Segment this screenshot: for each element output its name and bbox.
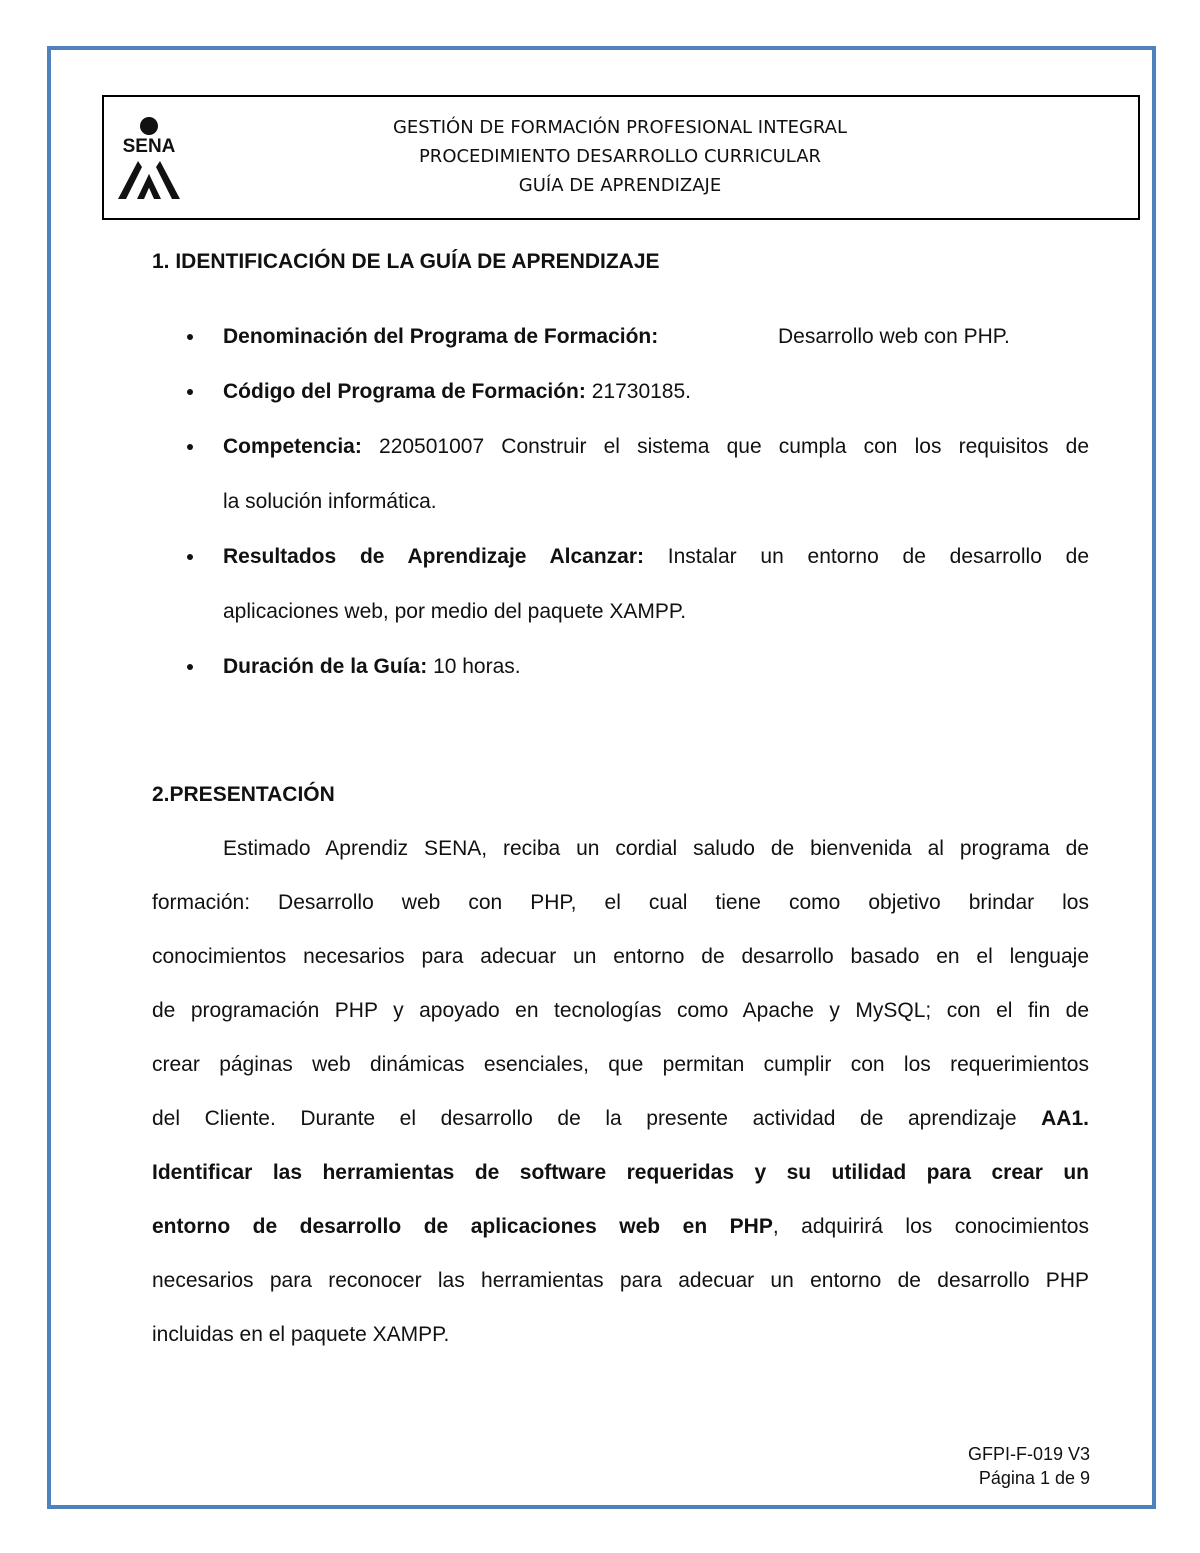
bullet-dot [187,334,193,340]
bullet-dot [187,554,193,560]
learning-results-label: Resultados de Aprendizaje Alcanzar: [223,545,644,568]
page-footer [968,1442,1090,1490]
page-number: Página 1 de 9 [978,1468,1090,1488]
duration-label: Duración de la Guía: [223,655,428,678]
competency-value: 220501007 Construir el sistema que cumpla con los requisitos de [379,435,1089,458]
paragraph-line [152,1214,1089,1240]
bullet-dot [187,664,193,670]
paragraph-line: de programación PHP y apoyado en tecnologías como Apache y MySQL; con el fin de [152,999,1089,1022]
activity-title-cont: entorno de desarrollo de aplicaciones web en PHP [152,1215,773,1238]
paragraph-line: conocimientos necesarios para adecuar un entorno de desarrollo basado en el lenguaje [152,945,1089,968]
header-line-3: GUÍA DE APRENDIZAJE [518,175,722,196]
program-name-label: Denominación del Programa de Formación: [223,325,659,348]
paragraph-text: , adquirirá los conocimientos [772,1215,1089,1238]
competency-label: Competencia: [223,435,362,458]
header-titles [104,113,1136,200]
section-2-title: 2.PRESENTACIÓN [152,783,335,806]
competency-value-cont: la solución informática. [223,490,437,513]
bullet-dot [187,444,193,450]
activity-title: Identificar las herramientas de software requeridas y su utilidad para crear un [152,1161,1089,1184]
program-name-item [223,324,658,350]
paragraph-text: del Cliente. Durante el desarrollo de la presente actividad de aprendizaje [152,1107,1017,1130]
program-code-label: Código del Programa de Formación: [223,380,586,403]
activity-code: AA1. [1041,1107,1089,1130]
paragraph-line: formación: Desarrollo web con PHP, el cual tiene como objetivo brindar los [152,891,1089,914]
competency-item [223,434,1089,460]
paragraph-line: Estimado Aprendiz SENA, reciba un cordial saludo de bienvenida al programa de [223,837,1089,860]
form-code: GFPI-F-019 V3 [967,1444,1090,1464]
header-line-2: PROCEDIMIENTO DESARROLLO CURRICULAR [418,146,822,167]
program-code-value: 21730185. [591,380,692,403]
program-name-value: Desarrollo web con PHP. [778,325,1010,348]
learning-results-value: Instalar un entorno de desarrollo de [667,545,1089,568]
paragraph-line: necesarios para reconocer las herramientas para adecuar un entorno de desarrollo PHP [152,1269,1089,1292]
paragraph-line [152,1106,1089,1132]
section-1-title: 1. IDENTIFICACIÓN DE LA GUÍA DE APRENDIZAJE [152,250,660,273]
learning-results-value-cont: aplicaciones web, por medio del paquete XAMPP. [223,600,687,623]
program-code-item [223,379,691,405]
duration-value: 10 horas. [433,655,521,678]
paragraph-line: crear páginas web dinámicas esenciales, que permitan cumplir con los requerimientos [152,1053,1089,1076]
paragraph-line [152,1160,1089,1186]
sena-logo-text: SENA [122,136,176,157]
learning-results-item [223,544,1089,570]
duration-item [223,654,521,680]
header-line-1: GESTIÓN DE FORMACIÓN PROFESIONAL INTEGRAL [392,117,848,138]
paragraph-line: incluidas en el paquete XAMPP. [152,1323,450,1346]
bullet-dot [187,389,193,395]
